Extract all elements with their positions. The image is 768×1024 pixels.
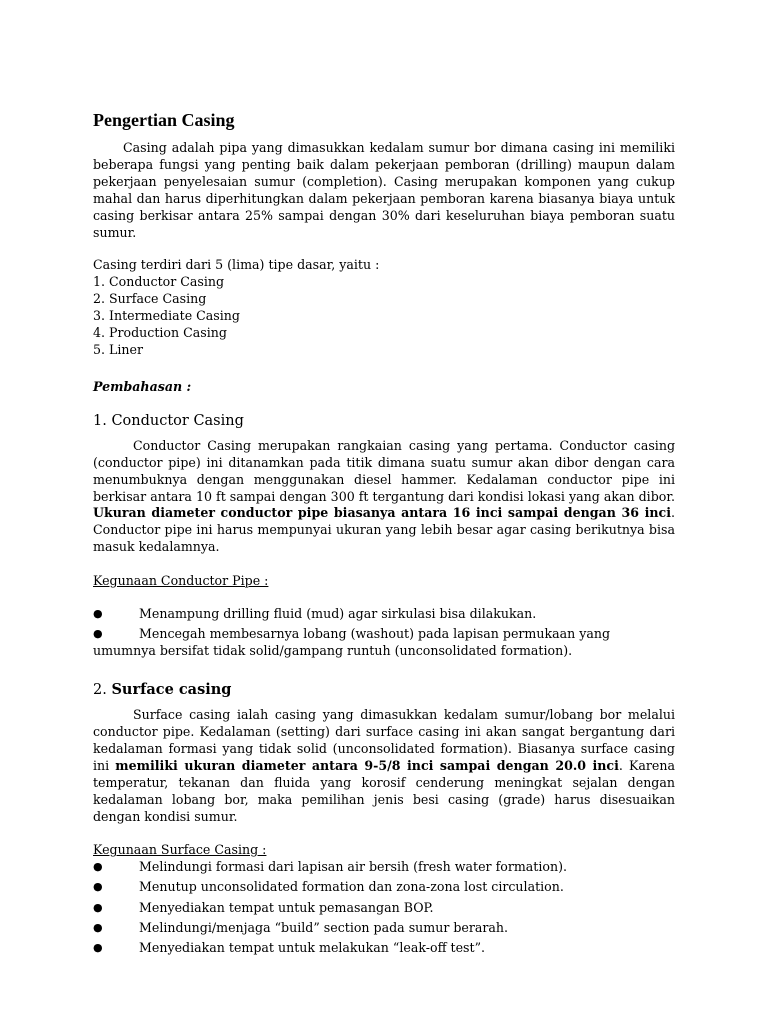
surface-paragraph: [93, 707, 675, 825]
surface-kegunaan-list: [93, 859, 675, 956]
type-item: 3. Intermediate Casing: [93, 308, 240, 324]
bullet-icon: ●: [93, 627, 103, 641]
conductor-heading: 1. Conductor Casing: [93, 412, 244, 429]
list-item-text: Menampung drilling fluid (mud) agar sirkulasi bisa dilakukan.: [139, 606, 537, 622]
conductor-kegunaan-list: [93, 606, 675, 660]
bullet-icon: ●: [93, 880, 103, 894]
list-item-text: Menyediakan tempat untuk pemasangan BOP.: [139, 899, 434, 915]
bullet-icon: ●: [93, 920, 103, 934]
list-item: [93, 606, 675, 623]
type-item: 1. Conductor Casing: [93, 274, 225, 290]
list-item: [93, 859, 675, 876]
surface-text: Surface casing ialah casing yang dimasukkan kedalam sumur/lobang bor melalui conductor pipe. Kedalaman (setting) dari surface casing ini akan sangat bergantung dari kedalaman formasi yang tidak solid (unconsolidated formation). Biasanya surface casing ini: [93, 707, 675, 773]
list-item-text: Melindungi/menjaga “build” section pada sumur berarah.: [139, 919, 509, 935]
spacer: [93, 590, 675, 606]
bullet-icon: ●: [93, 860, 103, 874]
list-item: [93, 920, 675, 937]
bullet-icon: ●: [93, 940, 103, 954]
page-title: Pengertian Casing: [93, 110, 235, 130]
conductor-text: Conductor Casing merupakan rangkaian casing yang pertama. Conductor casing (conductor pipe) ini ditanamkan pada titik dimana suatu sumur akan dibor dengan cara menumbuknya dengan menggunakan diesel hammer. Kedalaman conductor pipe ini berkisar antara 10 ft sampai dengan 300 ft tergantung dari kondisi lokasi yang akan dibor.: [93, 437, 675, 504]
surface-heading-text: Surface casing: [111, 681, 232, 699]
list-item: [93, 879, 675, 896]
list-item: [93, 900, 675, 917]
surface-heading: [93, 679, 675, 701]
surface-text-end: . Karena temperatur, tekanan dan fluida yang korosif cenderung meningkat sejalan dengan kedalaman lobang bor, maka pemilihan jenis besi casing (grade) harus disesuaikan dengan kondisi sumur.: [93, 757, 675, 824]
bullet-icon: ●: [93, 900, 103, 914]
spacer: [93, 241, 675, 257]
list-item-text: Menyediakan tempat untuk melakukan “leak-off test”.: [139, 939, 486, 955]
surface-heading-number: 2.: [93, 682, 107, 699]
type-item: 4. Production Casing: [93, 325, 227, 341]
spacer: [93, 556, 675, 573]
spacer: [93, 663, 675, 679]
conductor-text-end: . Conductor pipe ini harus mempunyai ukuran yang lebih besar agar casing berikutnya bisa masuk kedalamnya.: [93, 505, 675, 555]
surface-bold-text: memiliki ukuran diameter antara 9-5/8 inci sampai dengan 20.0 inci: [115, 757, 619, 773]
pembahasan-label: Pembahasan :: [93, 378, 192, 394]
document-body: [93, 108, 675, 960]
conductor-bold-text: Ukuran diameter conductor pipe biasanya antara 16 inci sampai dengan 36 inci: [93, 505, 671, 521]
list-item: [93, 940, 675, 957]
spacer: [93, 396, 675, 410]
bullet-icon: ●: [93, 607, 103, 621]
type-item: 5. Liner: [93, 341, 143, 357]
list-item: [93, 626, 675, 660]
types-intro: Casing terdiri dari 5 (lima) tipe dasar, yaitu :: [93, 257, 380, 273]
list-item-text: Menutup unconsolidated formation dan zona-zona lost circulation.: [139, 879, 564, 895]
surface-kegunaan-label: Kegunaan Surface Casing :: [93, 842, 267, 858]
list-item-text: Melindungi formasi dari lapisan air bersih (fresh water formation).: [139, 859, 567, 875]
spacer: [93, 359, 675, 379]
conductor-kegunaan-label: Kegunaan Conductor Pipe :: [93, 573, 269, 589]
conductor-paragraph: [93, 438, 675, 556]
type-item: 2. Surface Casing: [93, 291, 207, 307]
list-item-text: Mencegah membesarnya lobang (washout) pada lapisan permukaan yang umumnya bersifat tidak solid/gampang runtuh (unconsolidated formation).: [93, 626, 611, 659]
spacer: [93, 825, 675, 842]
intro-paragraph: Casing adalah pipa yang dimasukkan kedalam sumur bor dimana casing ini memiliki beberapa fungsi yang penting baik dalam pekerjaan pemboran (drilling) maupun dalam pekerjaan penyelesaian sumur (completion). Casing merupakan komponen yang cukup mahal dan harus diperhitungkan dalam pekerjaan pemboran karena biasanya biaya untuk casing berkisar antara 25% sampai dengan 30% dari keseluruhan biaya pemboran suatu sumur.: [93, 140, 675, 240]
